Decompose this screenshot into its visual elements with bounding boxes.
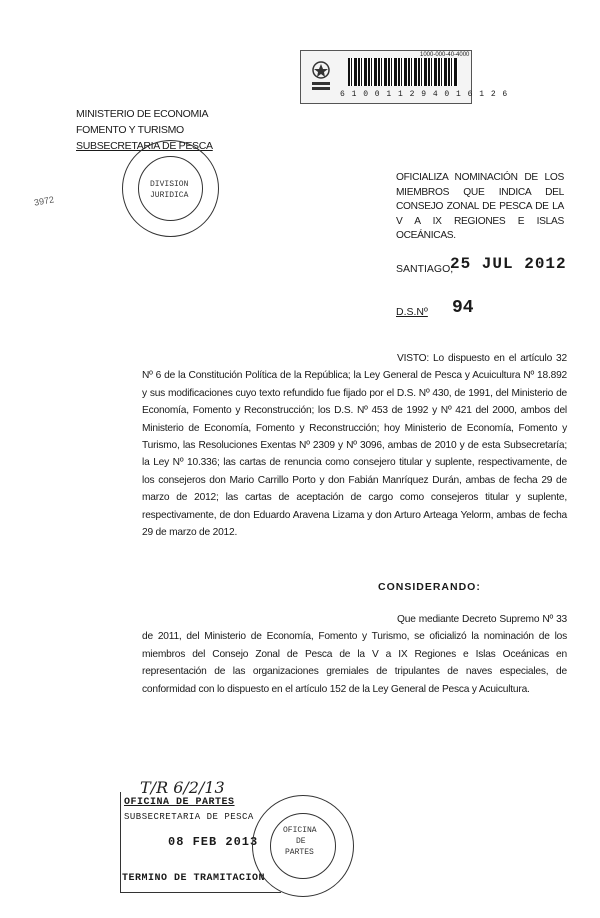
division-stamp-line1: DIVISION [150, 180, 189, 189]
margin-note: 3972 [33, 194, 55, 208]
round-stamp-line3: PARTES [285, 848, 314, 857]
decree-date: 25 JUL 2012 [450, 255, 567, 273]
round-stamp-line2: DE [296, 837, 306, 846]
parts-stamp-title: OFICINA DE PARTES [124, 797, 235, 808]
barcode-top-text: 1000-000-40-4000 [420, 52, 470, 58]
round-parts-stamp-inner-ring [270, 813, 336, 879]
considerando-heading: CONSIDERANDO: [378, 581, 481, 593]
division-stamp-line2: JURIDICA [150, 191, 189, 200]
decree-place: SANTIAGO, [396, 263, 454, 275]
handwritten-note: T/R 6/2/13 [140, 778, 225, 797]
parts-stamp-date: 08 FEB 2013 [168, 835, 259, 849]
barcode-icon [348, 58, 458, 86]
round-stamp-line1: OFICINA [283, 826, 317, 835]
ministry-name: MINISTERIO DE ECONOMIA [76, 108, 209, 120]
subsecretaria-name: SUBSECRETARIA DE PESCA [76, 140, 213, 152]
ministry-subtitle: FOMENTO Y TURISMO [76, 124, 184, 136]
visto-paragraph: VISTO: Lo dispuesto en el artículo 32 Nº 6 de la Constitución Política de la República; la Ley General de Pesca y Acuicultura Nº 18.892 y sus modificaciones cuyo texto refundido fue fijado por el D.S. Nº 430, de 1991, del Ministerio de Economía, Fomento y Reconstrucción; los D.S. Nº 453 de 1992 y Nº 421 del 2000, ambos del Ministerio de Economía, Fomento y Reconstrucción; hoy Ministerio de Economía, Fomento y Turismo, las Resoluciones Exentas Nº 2309 y Nº 3096, ambas de 2010 y de esta Subsecretaría; la Ley Nº 10.336; las cartas de renuncia como consejero titular y suplente, respectivamente, de los consejeros don Mario Carrillo Porto y don Fabián Manríquez Durán, ambas de fecha 29 de marzo de 2012; las cartas de aceptación de cargo como consejeros titular y suplente, respectivamente, de don Eduardo Aravena Lizama y don Arturo Arteaga Yelorm, ambas de fecha 29 de marzo de 2012. [142, 353, 567, 539]
decree-subject: OFICIALIZA NOMINACIÓN DE LOS MIEMBROS QUE INDICA DEL CONSEJO ZONAL DE PESCA DE LA V A IX REGIONES E ISLAS OCEÁNICAS. [396, 172, 564, 241]
parts-stamp-subtitle: SUBSECRETARIA DE PESCA [124, 812, 254, 822]
decree-label: D.S.Nº [396, 306, 428, 318]
coat-of-arms-icon [306, 58, 336, 96]
parts-stamp-footer: TERMINO DE TRAMITACION [122, 873, 266, 884]
considerando-paragraph: Que mediante Decreto Supremo Nº 33 de 2011, del Ministerio de Economía, Fomento y Turismo, se oficializó la nominación de los miembros del Consejo Zonal de Pesca de la V a IX Regiones e Islas Oceánicas en representación de las organizaciones gremiales de tripulantes de naves especiales, de conformidad con lo dispuesto en el artículo 152 de la Ley General de Pesca y Acuicultura. [142, 614, 567, 695]
decree-number: 94 [452, 298, 474, 318]
barcode-number: 6 1 0 0 1 1 2 9 4 0 1 6 1 2 6 [340, 90, 509, 99]
